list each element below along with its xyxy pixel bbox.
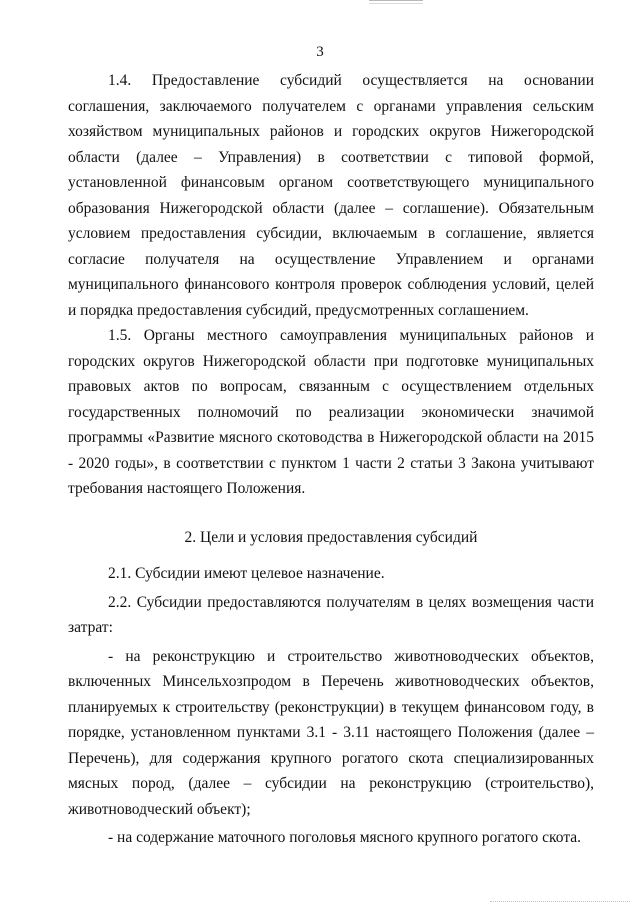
scan-artifact-top <box>369 0 423 4</box>
paragraph-2-1: 2.1. Субсидии имеют целевое назначение. <box>108 565 385 582</box>
paragraph-2-2: 2.2. Субсидии предоставляются получателям в целях возмещения части затрат: <box>68 593 594 636</box>
scan-artifact-bottom <box>490 901 630 904</box>
section-heading-2: 2. Цели и условия предоставления субсидий <box>184 528 478 546</box>
paragraph-1-5: 1.5. Органы местного самоуправления муниципальных районов и городских округов Нижегородской области при подготовке муниципальных правовых актов по вопросам, связанным с осуществлением отдельных государственных полномочий по реализации экономически значимой программы «Развитие мясного скотоводства в Нижегородской области на 2015 - 2020 годы», в соответствии с пунктом 1 части 2 статьи 3 Закона учитывают требования настоящего Положения. <box>68 327 594 497</box>
page-number: 3 <box>316 44 324 60</box>
document-body <box>68 68 594 851</box>
list-item-construction-subsidy: - на реконструкцию и строительство животноводческих объектов, включенных Минсельхозпродом в Перечень животноводческих объектов, планируемых к строительству (реконструкции) в текущем финансовом году, в порядке, установленном пунктами 3.1 - 3.11 настоящего Положения (далее – Перечень), для содержания крупного рогатого скота специализированных мясных пород, (далее – субсидии на реконструкцию (строительство), животноводческий объект); <box>68 647 594 818</box>
list-item-livestock-subsidy: - на содержание маточного поголовья мясного крупного рогатого скота. <box>108 829 582 846</box>
paragraph-1-4: 1.4. Предоставление субсидий осуществляется на основании соглашения, заключаемого получателем с органами управления сельским хозяйством муниципальных районов и городских округов Нижегородской области (далее – Управления) в соответствии с типовой формой, установленной финансовым органом соответствующего муниципального образования Нижегородской области (далее – соглашение). Обязательным условием предоставления субсидии, включаемым в соглашение, является согласие получателя на осуществление Управлением и органами муниципального финансового контроля проверок соблюдения условий, целей и порядка предоставления субсидий, предусмотренных соглашением. <box>68 72 594 319</box>
